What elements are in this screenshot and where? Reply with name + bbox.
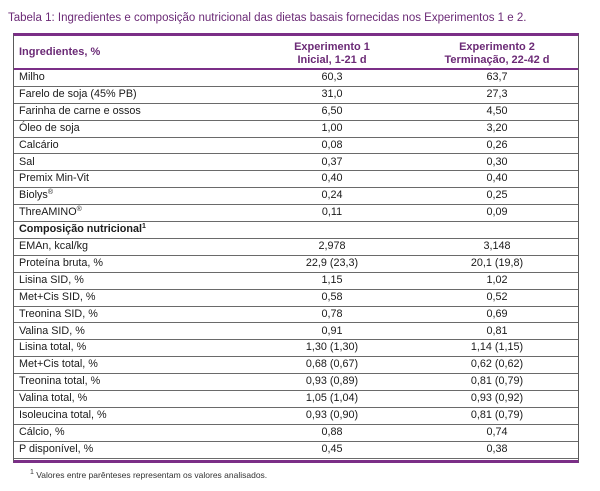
row-label: Calcário: [19, 138, 59, 151]
experiment-2-value: 0,62 (0,62): [470, 358, 524, 371]
footnote-text: Valores entre parênteses representam os valores analisados.: [33, 470, 268, 480]
row-label: Met+Cis total, %: [19, 358, 98, 371]
experiment-1-value: 0,11: [321, 206, 343, 219]
row-label: Lisina total, %: [19, 341, 87, 354]
experiment-1-value: 6,50: [321, 104, 343, 117]
experiment-1-value: 0,68 (0,67): [305, 358, 359, 371]
section-label-wrap: [19, 222, 146, 238]
table-row: [14, 324, 578, 341]
table-row: [14, 239, 578, 256]
table-row: [14, 138, 578, 155]
experiment-2-value: 3,148: [483, 240, 511, 252]
footnote: [30, 470, 267, 480]
experiment-1-value: 0,88: [321, 425, 343, 438]
experiment-1-value: 0,78: [321, 307, 343, 320]
experiment-2-value: 0,81 (0,79): [470, 409, 524, 421]
table-header: [14, 36, 578, 70]
experiment-2-value: 1,02: [486, 273, 508, 286]
table-row: [14, 256, 578, 273]
experiment-2-value: 0,93 (0,92): [470, 392, 524, 405]
table-row: [14, 205, 578, 222]
header-experiment-2-period: Terminação, 22-42 d: [444, 54, 550, 66]
experiment-1-value: 0,08: [321, 138, 343, 151]
experiment-2-value: 0,81: [486, 324, 508, 337]
table-row: [14, 391, 578, 408]
experiment-1-value: 60,3: [321, 71, 343, 83]
experiment-1-value: 0,91: [321, 324, 343, 337]
experiment-2-value: 0,09: [486, 206, 508, 219]
experiment-2-value: 0,38: [486, 442, 508, 455]
experiment-2-value: 0,30: [486, 155, 508, 168]
table-row: [14, 425, 578, 442]
row-label: Treonina SID, %: [19, 307, 98, 320]
table-row: [14, 70, 578, 87]
table-row: [14, 290, 578, 307]
row-label: Treonina total, %: [19, 375, 101, 388]
section-label: Composição nutricional: [19, 223, 142, 236]
experiment-2-value: 4,50: [486, 104, 508, 117]
section-row-nutritional-composition: [14, 222, 578, 239]
row-label: Óleo de soja: [19, 121, 80, 134]
table-row: [14, 374, 578, 391]
header-experiment-2-title: Experimento 2: [459, 41, 535, 53]
experiment-1-value: 0,93 (0,90): [305, 409, 359, 421]
row-label-wrap: [19, 188, 53, 204]
row-label-wrap: [19, 205, 82, 221]
table-row: [14, 188, 578, 205]
row-label: Valina total, %: [19, 392, 88, 405]
header-ingredients: Ingredientes, %: [19, 46, 101, 58]
table-row: [14, 121, 578, 138]
experiment-1-value: 22,9 (23,3): [305, 256, 359, 269]
experiment-1-value: 0,45: [321, 442, 343, 455]
table-row: [14, 408, 578, 425]
row-label: ThreAMINO: [19, 206, 77, 219]
table-row: [14, 171, 578, 188]
experiment-1-value: 1,15: [321, 273, 343, 286]
registered-mark: ®: [47, 189, 53, 197]
table-caption: Tabela 1: Ingredientes e composição nutricional das dietas basais fornecidas nos Experimentos 1 e 2.: [8, 12, 527, 24]
row-label: Cálcio, %: [19, 425, 65, 438]
table-row: [14, 357, 578, 374]
experiment-1-value: 0,40: [321, 172, 343, 185]
section-footnote-marker: 1: [141, 223, 146, 231]
experiment-1-value: 0,93 (0,89): [305, 375, 359, 388]
experiment-1-value: 1,30 (1,30): [305, 341, 359, 354]
experiment-2-value: 27,3: [486, 87, 508, 100]
experiment-2-value: 0,81 (0,79): [470, 375, 524, 388]
row-label: P disponível, %: [19, 442, 94, 455]
experiment-1-value: 31,0: [321, 87, 343, 100]
header-experiment-1: [257, 41, 407, 67]
table-row: [14, 442, 578, 459]
table-row: [14, 340, 578, 357]
row-label: Lisina SID, %: [19, 273, 84, 286]
table-row: [14, 273, 578, 290]
experiment-1-value: 1,05 (1,04): [305, 392, 359, 405]
experiment-1-value: 0,37: [321, 155, 343, 168]
experiment-2-value: 0,69: [486, 307, 508, 320]
experiment-2-value: 3,20: [486, 121, 508, 134]
table-row: [14, 87, 578, 104]
experiment-1-value: 2,978: [318, 240, 346, 252]
experiment-1-value: 1,00: [321, 121, 343, 134]
row-label: Isoleucina total, %: [19, 409, 107, 421]
header-experiment-1-title: Experimento 1: [294, 41, 370, 53]
row-label: Sal: [19, 155, 35, 168]
row-label: Farinha de carne e ossos: [19, 104, 141, 117]
table-row: [14, 104, 578, 121]
row-label: Proteína bruta, %: [19, 256, 104, 269]
nutrition-table: [13, 33, 579, 463]
row-label: EMAn, kcal/kg: [19, 240, 89, 252]
experiment-1-value: 0,58: [321, 290, 343, 303]
table-row: [14, 155, 578, 172]
experiment-2-value: 0,74: [486, 425, 508, 438]
row-label: Valina SID, %: [19, 324, 85, 337]
header-experiment-1-period: Inicial, 1-21 d: [297, 54, 367, 66]
footnote-marker: 1: [30, 469, 34, 476]
experiment-2-value: 0,52: [486, 290, 508, 303]
row-label: Met+Cis SID, %: [19, 290, 96, 303]
experiment-2-value: 0,26: [486, 138, 508, 151]
row-label: Premix Min-Vit: [19, 172, 89, 185]
header-experiment-2: [422, 41, 572, 67]
experiment-2-value: 0,25: [486, 189, 508, 202]
registered-mark: ®: [76, 206, 82, 214]
experiment-2-value: 0,40: [486, 172, 508, 185]
table-row: [14, 307, 578, 324]
experiment-2-value: 1,14 (1,15): [470, 341, 524, 354]
experiment-1-value: 0,24: [321, 189, 343, 202]
experiment-2-value: 63,7: [486, 71, 508, 83]
row-label: Milho: [19, 71, 45, 83]
row-label: Farelo de soja (45% PB): [19, 87, 137, 100]
experiment-2-value: 20,1 (19,8): [470, 256, 524, 269]
row-label: Biolys: [19, 189, 48, 202]
